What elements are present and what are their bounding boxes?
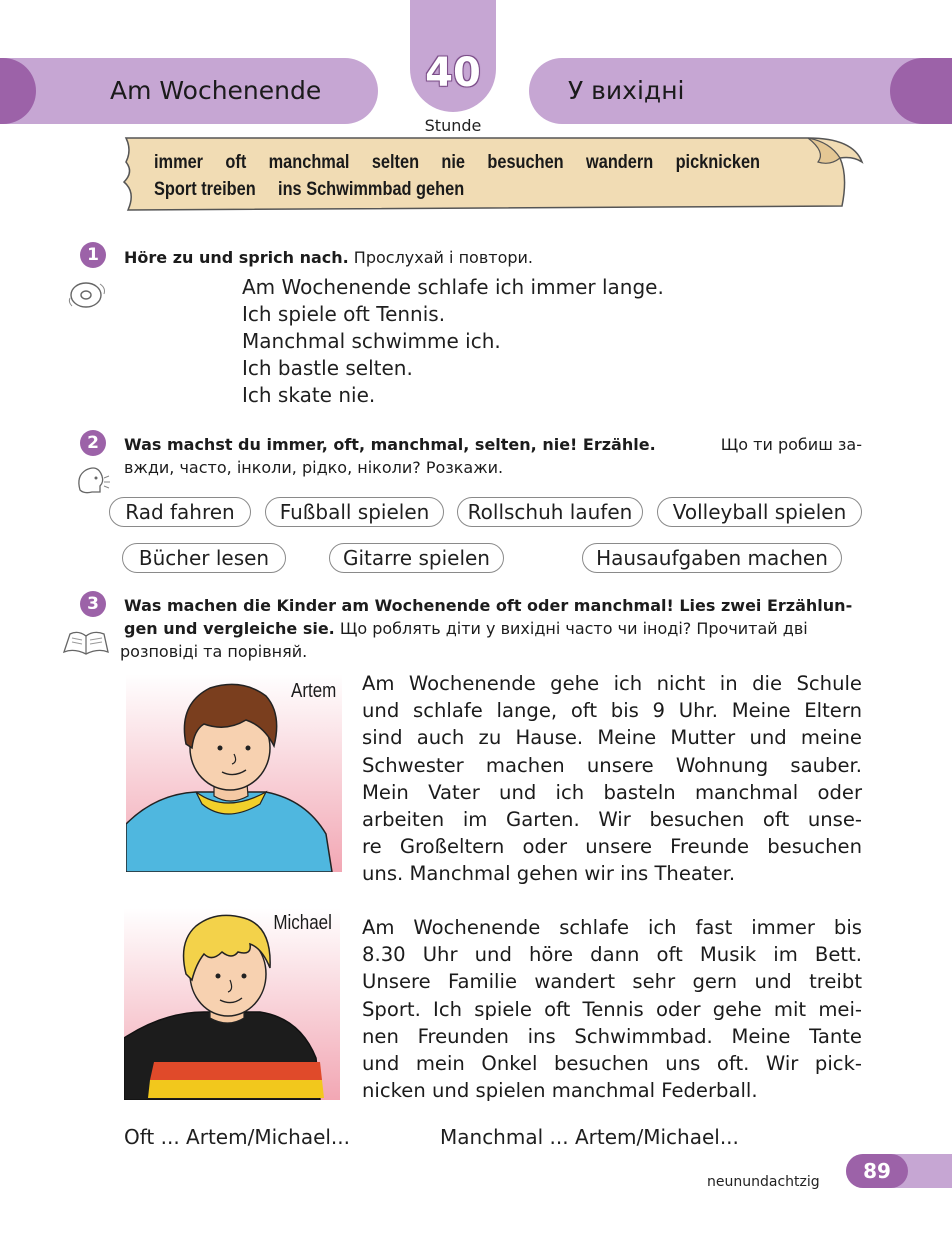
instruction-ukrainian: Що ти робиш за- <box>720 435 862 454</box>
word-bank-row-1 <box>154 152 782 174</box>
sentence: Ich skate nie. <box>242 383 376 407</box>
story-line: 8.30 Uhr und höre dann oft Musik im Bett. <box>362 943 862 967</box>
page-number: 89 <box>863 1159 891 1183</box>
instruction-ukrainian: Що роблять діти у вихідні часто чи іноді? Прочитай дві <box>334 619 808 638</box>
story-line: uns. Manchmal gehen wir ins Theater. <box>362 862 736 886</box>
exercise-3-number: 3 <box>80 591 106 617</box>
page-title-german: Am Wochenende <box>110 76 322 105</box>
story-line: Mein Vater und ich basteln manchmal oder <box>362 780 862 804</box>
story-line: und schlafe lange, oft bis 9 Uhr. Meine Eltern <box>362 699 862 723</box>
speaking-head-icon <box>74 464 112 498</box>
exercise-3-instruction <box>120 594 862 663</box>
lesson-number: 40 <box>425 50 481 96</box>
word-bank-item: ins Schwimmbad gehen <box>278 179 465 200</box>
story-line: Unsere Familie wandert sehr gern und treibt <box>362 970 862 994</box>
prompt-manchmal: Manchmal ... Artem/Michael... <box>440 1125 739 1149</box>
exercise-1-sentences <box>242 274 664 409</box>
word-bank-item: besuchen <box>487 152 564 173</box>
exercise-1-instruction <box>124 246 533 269</box>
story-line: und mein Onkel besuchen uns oft. Wir pick- <box>362 1052 862 1076</box>
lesson-label: Stunde <box>424 116 482 135</box>
sentence: Am Wochenende schlafe ich immer lange. <box>242 275 664 299</box>
word-bank-item: manchmal <box>268 152 350 173</box>
instruction-ukrainian-cont: розповіді та порівняй. <box>120 642 308 661</box>
word-bank-item: wandern <box>586 152 654 173</box>
artem-name-label: Artem <box>290 680 336 702</box>
exercise-2-number: 2 <box>80 430 106 456</box>
activity-pill: Bücher lesen <box>122 543 286 573</box>
story-line: nicken und spielen manchmal Federball. <box>362 1079 758 1103</box>
activity-pill: Fußball spielen <box>265 497 444 527</box>
open-book-icon <box>60 626 112 658</box>
story-line: Schwester machen unsere Wohnung sauber. <box>362 753 862 777</box>
instruction-german-cont: gen und vergleiche sie. <box>124 619 335 638</box>
activity-pill: Gitarre spielen <box>329 543 504 573</box>
story-line: Am Wochenende gehe ich nicht in die Schule <box>362 672 862 695</box>
cd-audio-icon <box>66 276 110 312</box>
story-line: arbeiten im Garten. Wir besuchen oft unse- <box>362 808 862 832</box>
story-line: re Großeltern oder unsere Freunde besuchen <box>362 835 862 859</box>
word-bank-item: nie <box>441 152 466 173</box>
instruction-german: Was machen die Kinder am Wochenende oft oder manchmal! Lies zwei Erzählun- <box>124 596 853 615</box>
activity-pill: Hausaufgaben machen <box>582 543 842 573</box>
michael-illustration <box>124 908 340 1100</box>
instruction-german: Höre zu und sprich nach. <box>124 248 349 267</box>
artem-picture <box>126 674 342 872</box>
michael-story <box>362 914 862 1104</box>
prompt-oft: Oft ... Artem/Michael... <box>124 1125 351 1149</box>
story-line: Am Wochenende schlafe ich fast immer bis <box>362 916 862 939</box>
page-number-word: neunundachtzig <box>707 1174 820 1190</box>
word-bank-item: selten <box>371 152 420 173</box>
instruction-german: Was machst du immer, oft, manchmal, selten, nie! Erzähle. <box>124 435 656 454</box>
activity-pill: Rollschuh laufen <box>457 497 643 527</box>
michael-picture <box>124 908 340 1100</box>
michael-name-label: Michael <box>273 912 332 934</box>
word-bank-item: Sport treiben <box>154 179 256 200</box>
story-line: nen Freunden ins Schwimmbad. Meine Tante <box>362 1024 862 1048</box>
sentence: Ich bastle selten. <box>242 356 413 380</box>
artem-illustration <box>126 674 342 872</box>
exercise-1-number: 1 <box>80 242 106 268</box>
artem-story <box>362 670 862 888</box>
page-title-ukrainian: У вихідні <box>568 76 685 105</box>
word-bank-item: immer <box>154 152 204 173</box>
activity-pill: Rad fahren <box>109 497 251 527</box>
story-line: sind auch zu Hause. Meine Mutter und meine <box>362 726 862 750</box>
activity-pill: Volleyball spielen <box>657 497 862 527</box>
sentence: Ich spiele oft Tennis. <box>242 302 446 326</box>
story-line: Sport. Ich spiele oft Tennis oder gehe mit mei- <box>362 997 862 1021</box>
instruction-ukrainian-cont: вжди, часто, інколи, рідко, ніколи? Розкажи. <box>124 458 504 477</box>
sentence: Manchmal schwimme ich. <box>242 329 501 353</box>
exercise-2-instruction <box>124 433 862 479</box>
word-bank-row-2 <box>154 179 487 201</box>
header-right-cap <box>890 58 952 124</box>
word-bank-item: oft <box>225 152 247 173</box>
instruction-ukrainian: Прослухай і повтори. <box>348 248 533 267</box>
word-bank-item: picknicken <box>675 152 761 173</box>
